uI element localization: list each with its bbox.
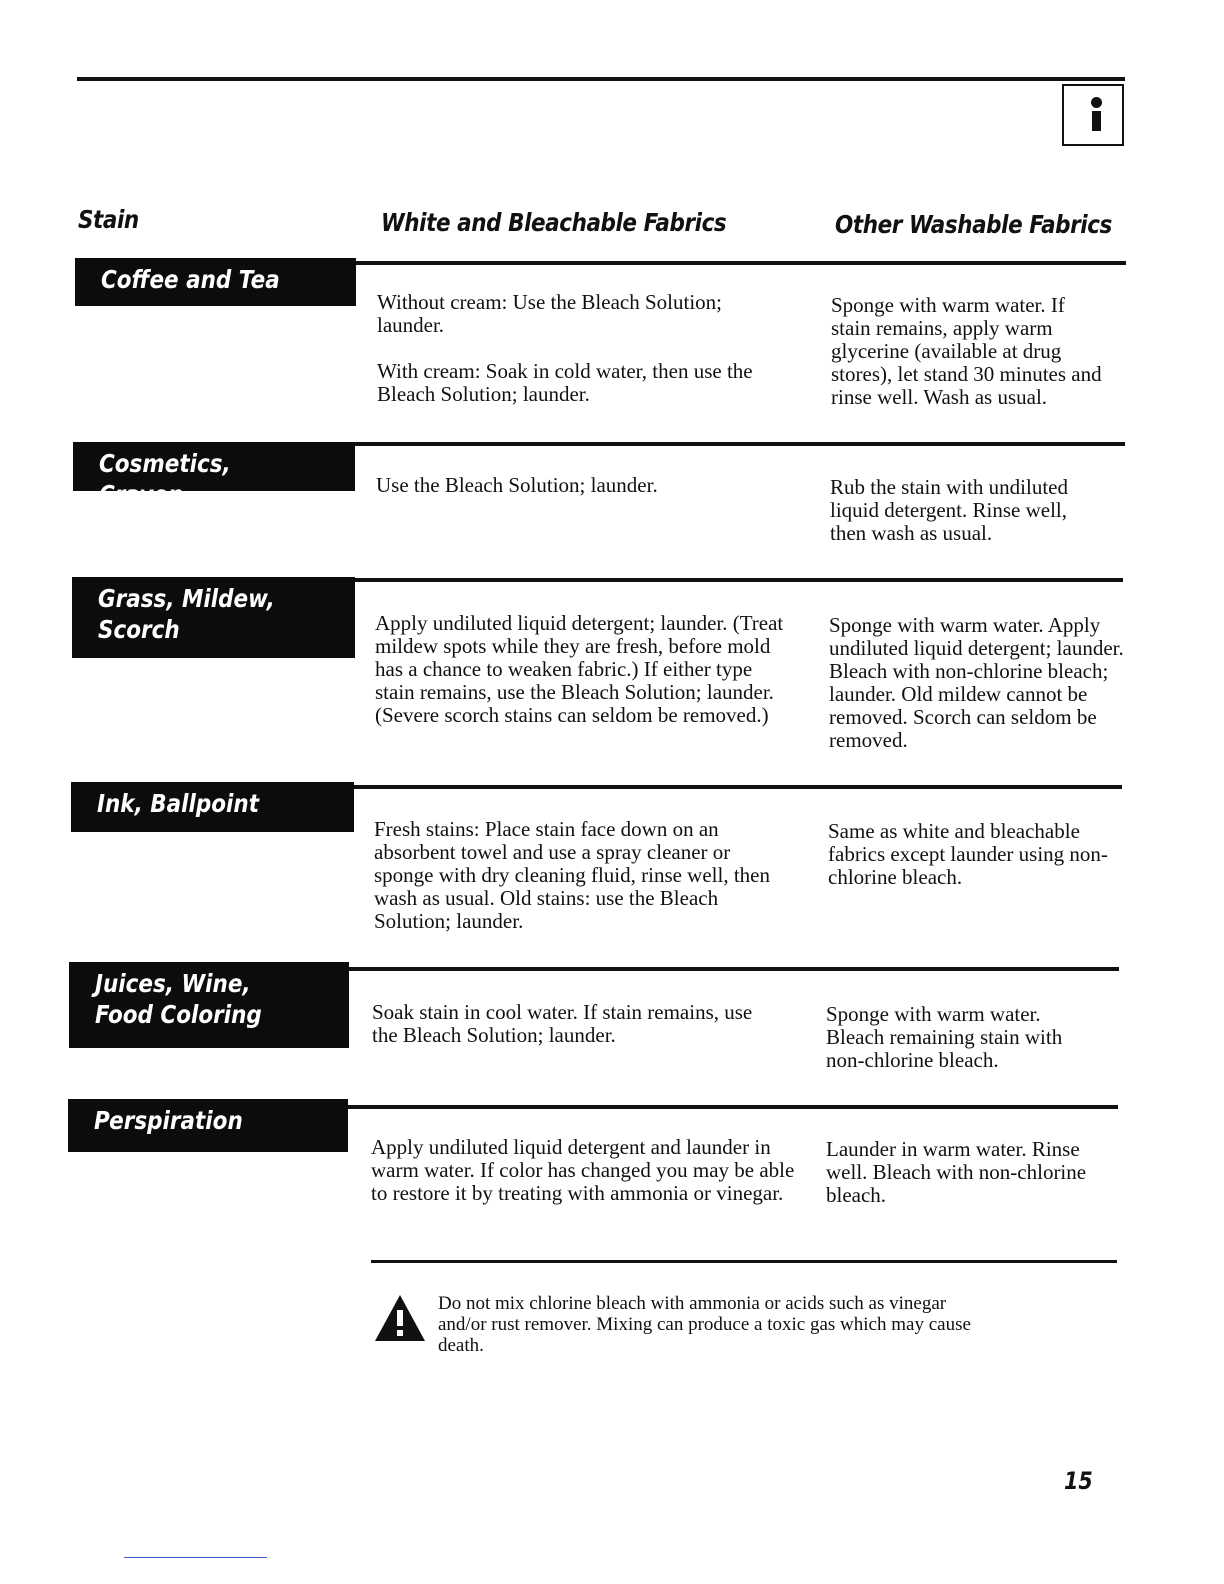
stain-label-grass-mildew-scorch: Grass, Mildew, Scorch: [72, 577, 355, 658]
row-rule: [355, 442, 1125, 446]
row-rule: [354, 785, 1122, 789]
cell-white-grass-mildew-scorch: Apply undiluted liquid detergent; launder. (Treat mildew spots while they are fresh, before mold has a chance to weaken fabric.) If either type stain remains, use the Bleach Solution; launder. (Severe scorch stains can seldom be removed.): [375, 611, 784, 727]
row-rule: [355, 578, 1123, 582]
stain-label-perspiration: Perspiration: [68, 1099, 348, 1152]
header-white-bleachable: White and Bleachable Fabrics: [381, 208, 727, 237]
cell-white-coffee-tea: Without cream: Use the Bleach Solution; launder. With cream: Soak in cold water, then use the Bleach Solution; launder.: [377, 290, 753, 406]
cell-other-cosmetics-crayon: Rub the stain with undiluted liquid detergent. Rinse well, then wash as usual.: [830, 475, 1068, 545]
bottom-rule: [371, 1260, 1117, 1263]
warning-text: Do not mix chlorine bleach with ammonia or acids such as vinegar and/or rust remover. Mixing can produce a toxic gas which may cause death.: [438, 1293, 971, 1356]
cell-other-ink-ballpoint: Same as white and bleachable fabrics except launder using non-chlorine bleach.: [828, 819, 1108, 889]
cell-white-ink-ballpoint: Fresh stains: Place stain face down on an absorbent towel and use a spray cleaner or sponge with dry cleaning fluid, rinse well, then wash as usual. Old stains: use the Bleach Solution; launder.: [374, 817, 770, 933]
cell-white-perspiration: Apply undiluted liquid detergent and launder in warm water. If color has changed you may be able to restore it by treating with ammonia or vinegar.: [371, 1135, 795, 1205]
cell-white-cosmetics-crayon: Use the Bleach Solution; launder.: [376, 473, 658, 497]
cell-other-perspiration: Launder in warm water. Rinse well. Bleach with non-chlorine bleach.: [826, 1137, 1087, 1207]
info-icon: [1062, 84, 1124, 146]
cell-other-juices-wine: Sponge with warm water. Bleach remaining stain with non-chlorine bleach.: [826, 1002, 1063, 1072]
row-rule: [349, 967, 1119, 971]
stain-label-cosmetics-crayon: Cosmetics, Crayon: [73, 442, 355, 491]
footer-line: [124, 1557, 267, 1558]
page-number: 15: [1064, 1467, 1093, 1495]
row-rule: [348, 1105, 1118, 1109]
top-rule: [77, 77, 1125, 81]
cell-other-coffee-tea: Sponge with warm water. If stain remains, apply warm glycerine (available at drug stores), let stand 30 minutes and rinse well. Wash as usual.: [831, 293, 1102, 409]
header-stain: Stain: [78, 205, 139, 234]
warning-triangle-icon: [373, 1293, 427, 1343]
row-rule: [356, 261, 1126, 265]
stain-label-juices-wine-food-coloring: Juices, Wine, Food Coloring: [69, 962, 349, 1048]
header-other-washable: Other Washable Fabrics: [835, 210, 1112, 239]
cell-other-grass-mildew-scorch: Sponge with warm water. Apply undiluted liquid detergent; launder. Bleach with non-chlorine bleach; launder. Old mildew cannot be removed. Scorch can seldom be removed.: [829, 613, 1124, 752]
stain-label-coffee-tea: Coffee and Tea: [75, 258, 356, 306]
stain-label-ink-ballpoint: Ink, Ballpoint: [71, 782, 354, 832]
cell-white-juices-wine: Soak stain in cool water. If stain remains, use the Bleach Solution; launder.: [372, 1000, 753, 1047]
